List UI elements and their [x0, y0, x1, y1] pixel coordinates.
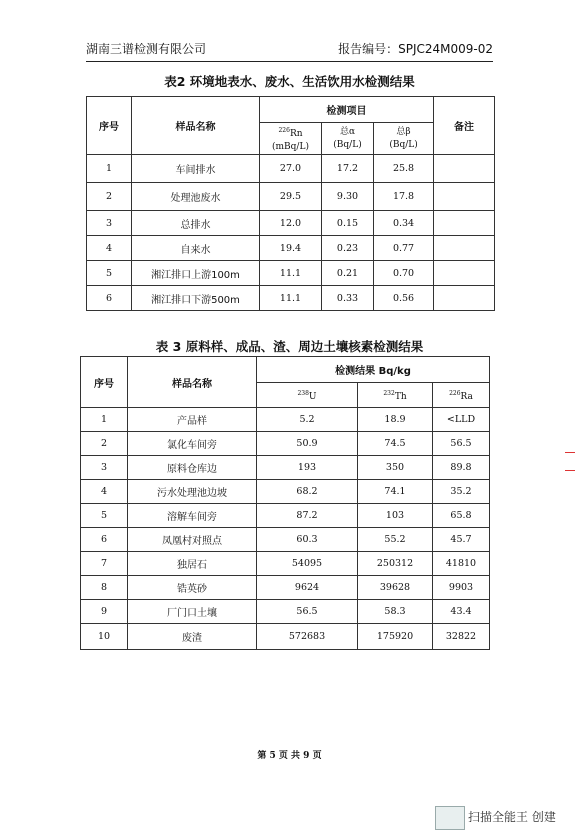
table-row — [81, 552, 490, 576]
row-name: 总排水 — [132, 211, 260, 236]
th-value: 74.1 — [358, 480, 433, 504]
beta-unit: (Bq/L) — [389, 139, 418, 150]
row-name: 自来水 — [132, 236, 260, 261]
row-no: 7 — [81, 552, 128, 576]
ra-value: 89.8 — [433, 456, 490, 480]
row-no: 10 — [81, 624, 128, 650]
row-name: 氯化车间旁 — [128, 432, 257, 456]
table-row — [87, 211, 495, 236]
ra-value: 43.4 — [433, 600, 490, 624]
note-cell — [434, 155, 495, 183]
note-cell — [434, 236, 495, 261]
beta-value: 0.77 — [374, 236, 434, 261]
row-no: 6 — [81, 528, 128, 552]
row-no: 5 — [81, 504, 128, 528]
row-no: 3 — [87, 211, 132, 236]
u-value: 68.2 — [257, 480, 358, 504]
row-no: 8 — [81, 576, 128, 600]
alpha-label: 总α — [339, 126, 356, 137]
table-row — [81, 456, 490, 480]
table-row — [81, 504, 490, 528]
rn-unit: (mBq/L) — [272, 141, 309, 152]
alpha-unit: (Bq/L) — [333, 139, 362, 150]
row-name: 产品样 — [128, 408, 257, 432]
ra-value: 9903 — [433, 576, 490, 600]
margin-mark — [565, 452, 575, 453]
row-name: 湘江排口上游100m — [132, 261, 260, 286]
row-name: 废渣 — [128, 624, 257, 650]
row-no: 5 — [87, 261, 132, 286]
scanner-logo — [435, 806, 465, 830]
table3-header-group: 检测结果 Bq/kg — [257, 357, 490, 383]
row-name: 厂门口土壤 — [128, 600, 257, 624]
row-name: 车间排水 — [132, 155, 260, 183]
beta-value: 25.8 — [374, 155, 434, 183]
table2-header-note: 备注 — [434, 97, 495, 155]
u-value: 60.3 — [257, 528, 358, 552]
table2 — [86, 96, 495, 311]
note-cell — [434, 261, 495, 286]
row-no: 4 — [87, 236, 132, 261]
alpha-value: 0.33 — [322, 286, 374, 311]
rn-value: 12.0 — [260, 211, 322, 236]
rn-value: 11.1 — [260, 261, 322, 286]
ra-value: 45.7 — [433, 528, 490, 552]
u-symbol: U — [308, 391, 317, 402]
table3-header-ra — [433, 383, 490, 408]
table-row — [81, 480, 490, 504]
row-no: 6 — [87, 286, 132, 311]
th-value: 39628 — [358, 576, 433, 600]
table2-header-no: 序号 — [87, 97, 132, 155]
ra-value: 41810 — [433, 552, 490, 576]
page-header — [86, 39, 493, 62]
alpha-value: 0.23 — [322, 236, 374, 261]
table2-header-rn — [260, 123, 322, 155]
u-value: 9624 — [257, 576, 358, 600]
row-name: 湘江排口下游500m — [132, 286, 260, 311]
ra-value: <LLD — [433, 408, 490, 432]
th-value: 350 — [358, 456, 433, 480]
table-row — [81, 528, 490, 552]
table2-header-name: 样品名称 — [132, 97, 260, 155]
row-name: 溶解车间旁 — [128, 504, 257, 528]
ra-value: 56.5 — [433, 432, 490, 456]
u-value: 50.9 — [257, 432, 358, 456]
table-row — [81, 408, 490, 432]
ra-value: 65.8 — [433, 504, 490, 528]
th-value: 58.3 — [358, 600, 433, 624]
ra-symbol: Ra — [460, 391, 473, 402]
table-row — [87, 183, 495, 211]
u-value: 54095 — [257, 552, 358, 576]
u-value: 193 — [257, 456, 358, 480]
row-name: 凤凰村对照点 — [128, 528, 257, 552]
beta-value: 0.56 — [374, 286, 434, 311]
scanner-watermark: 扫描全能王 创建 — [468, 810, 556, 824]
table-row — [87, 261, 495, 286]
u-value: 5.2 — [257, 408, 358, 432]
row-name: 原料仓库边 — [128, 456, 257, 480]
u-mass-number: 238 — [297, 389, 309, 397]
table3-title: 表 3 原料样、成品、渣、周边土壤核素检测结果 — [155, 339, 424, 354]
th-symbol: Th — [394, 391, 407, 402]
ra-value: 35.2 — [433, 480, 490, 504]
page-number: 第 5 页 共 9 页 — [257, 751, 322, 761]
th-value: 55.2 — [358, 528, 433, 552]
rn-symbol: Rn — [289, 128, 303, 139]
row-name: 独居石 — [128, 552, 257, 576]
beta-value: 17.8 — [374, 183, 434, 211]
note-cell — [434, 183, 495, 211]
u-value: 56.5 — [257, 600, 358, 624]
table-row — [87, 155, 495, 183]
table2-header-beta — [374, 123, 434, 155]
rn-mass-number: 226 — [278, 126, 290, 134]
table3-header-u — [257, 383, 358, 408]
table-row — [81, 576, 490, 600]
row-no: 4 — [81, 480, 128, 504]
table2-header-group: 检测项目 — [260, 97, 434, 123]
note-cell — [434, 211, 495, 236]
th-value: 250312 — [358, 552, 433, 576]
margin-mark — [565, 470, 575, 471]
table2-title: 表2 环境地表水、废水、生活饮用水检测结果 — [164, 74, 415, 89]
alpha-value: 17.2 — [322, 155, 374, 183]
th-value: 103 — [358, 504, 433, 528]
rn-value: 19.4 — [260, 236, 322, 261]
rn-value: 29.5 — [260, 183, 322, 211]
alpha-value: 9.30 — [322, 183, 374, 211]
table3-header-no: 序号 — [81, 357, 128, 408]
alpha-value: 0.15 — [322, 211, 374, 236]
table-row — [87, 286, 495, 311]
th-mass-number: 232 — [383, 389, 395, 397]
row-no: 3 — [81, 456, 128, 480]
ra-value: 32822 — [433, 624, 490, 650]
th-value: 18.9 — [358, 408, 433, 432]
table2-header-alpha — [322, 123, 374, 155]
u-value: 87.2 — [257, 504, 358, 528]
u-value: 572683 — [257, 624, 358, 650]
company-name: 湖南三谱检测有限公司 — [86, 42, 207, 56]
beta-value: 0.34 — [374, 211, 434, 236]
row-no: 1 — [81, 408, 128, 432]
table-row — [81, 624, 490, 650]
row-no: 1 — [87, 155, 132, 183]
table-row — [81, 600, 490, 624]
beta-value: 0.70 — [374, 261, 434, 286]
th-value: 74.5 — [358, 432, 433, 456]
beta-label: 总β — [396, 126, 411, 137]
table3-header-th — [358, 383, 433, 408]
table-row — [87, 236, 495, 261]
row-name: 处理池废水 — [132, 183, 260, 211]
row-no: 2 — [81, 432, 128, 456]
rn-value: 11.1 — [260, 286, 322, 311]
table3-header-name: 样品名称 — [128, 357, 257, 408]
row-no: 9 — [81, 600, 128, 624]
table3 — [80, 356, 490, 650]
th-value: 175920 — [358, 624, 433, 650]
note-cell — [434, 286, 495, 311]
rn-value: 27.0 — [260, 155, 322, 183]
table-row — [81, 432, 490, 456]
alpha-value: 0.21 — [322, 261, 374, 286]
row-name: 污水处理池边坡 — [128, 480, 257, 504]
row-name: 锆英砂 — [128, 576, 257, 600]
report-number: 报告编号：SPJC24M009-02 — [338, 42, 493, 56]
row-no: 2 — [87, 183, 132, 211]
ra-mass-number: 226 — [449, 389, 461, 397]
